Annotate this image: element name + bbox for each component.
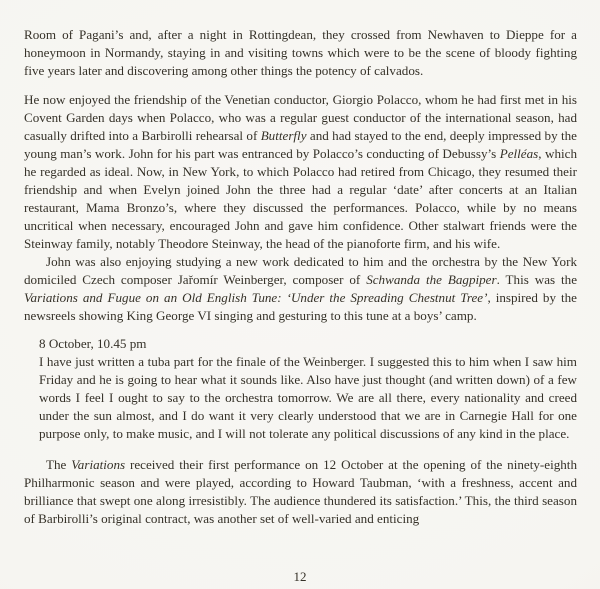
italic-title: Pelléas (499, 146, 539, 161)
diary-entry-text: I have just written a tuba part for the finale of the Weinberger. I suggested this to him when I saw him Friday and he is going to hear what it sounds like. Also have just thought (and written down) of a few words I feel I ought to say to the orchestra tomorrow. We are all there, every nationality and creed under the sun almost, and I do want it very clearly understood that we are in Carnegie Hall for one purpose only, to make music, and I will not tolerate any political discussions of any kind in the place. (39, 354, 577, 441)
italic-title: Variations and Fugue on an Old English Tune: ‘Under the Spreading Chestnut Tree’ (24, 290, 488, 305)
paragraph: He now enjoyed the friendship of the Venetian conductor, Giorgio Polacco, whom he had first met in his Covent Garden days when Polacco, who was a regular guest conductor of the international season, had casually drifted into a Barbirolli rehearsal of Butterfly and had stayed to the end, deeply impressed by the young man’s work. John for his part was entranced by Polacco’s conducting of Debussy’s Pelléas, which he regarded as ideal. Now, in New York, to which Polacco had retired from Chicago, they resumed their friendship and when Evelyn joined John the three had a regular ‘date’ after concerts at an Italian restaurant, Mama Bronzo’s, where they discussed the performances. Polacco, while by no means uncritical when necessary, encouraged John and gave him confidence. Other stalwart friends were the Steinway family, notably Theodore Steinway, the head of the pianoforte firm, and his wife. (24, 92, 577, 251)
page-text (24, 26, 577, 528)
italic-title: Butterfly (260, 128, 307, 143)
italic-title: Schwanda the Bagpiper (366, 272, 497, 287)
paragraph: John was also enjoying studying a new work dedicated to him and the orchestra by the New York domiciled Czech composer Jařomír Weinberger, composer of Schwanda the Bagpiper. This was the Variations and Fugue on an Old English Tune: ‘Under the Spreading Chestnut Tree’, inspired by the newsreels showing King George VI singing and gesturing to this tune at a boys’ camp. (24, 254, 578, 323)
page-number: 12 (293, 569, 307, 584)
paragraph: Room of Pagani’s and, after a night in Rottingdean, they crossed from Newhaven to Dieppe for a honeymoon in Normandy, staying in and visiting towns which were to be the scene of bloody fighting five years later and discovering among other things the potency of calvados. (24, 27, 577, 78)
diary-entry-date: 8 October, 10.45 pm (39, 336, 147, 351)
paragraph: The Variations received their first performance on 12 October at the opening of the ninety-eighth Philharmonic season and were played, according to Howard Taubman, ‘with a freshness, accent and brilliance that swept one along irresistibly. The audience thundered its satisfaction.’ This, the third season of Barbirolli’s original contract, was another set of well-varied and enticing (24, 457, 577, 526)
diary-entry (39, 335, 577, 443)
italic-title: Variations (71, 457, 126, 472)
